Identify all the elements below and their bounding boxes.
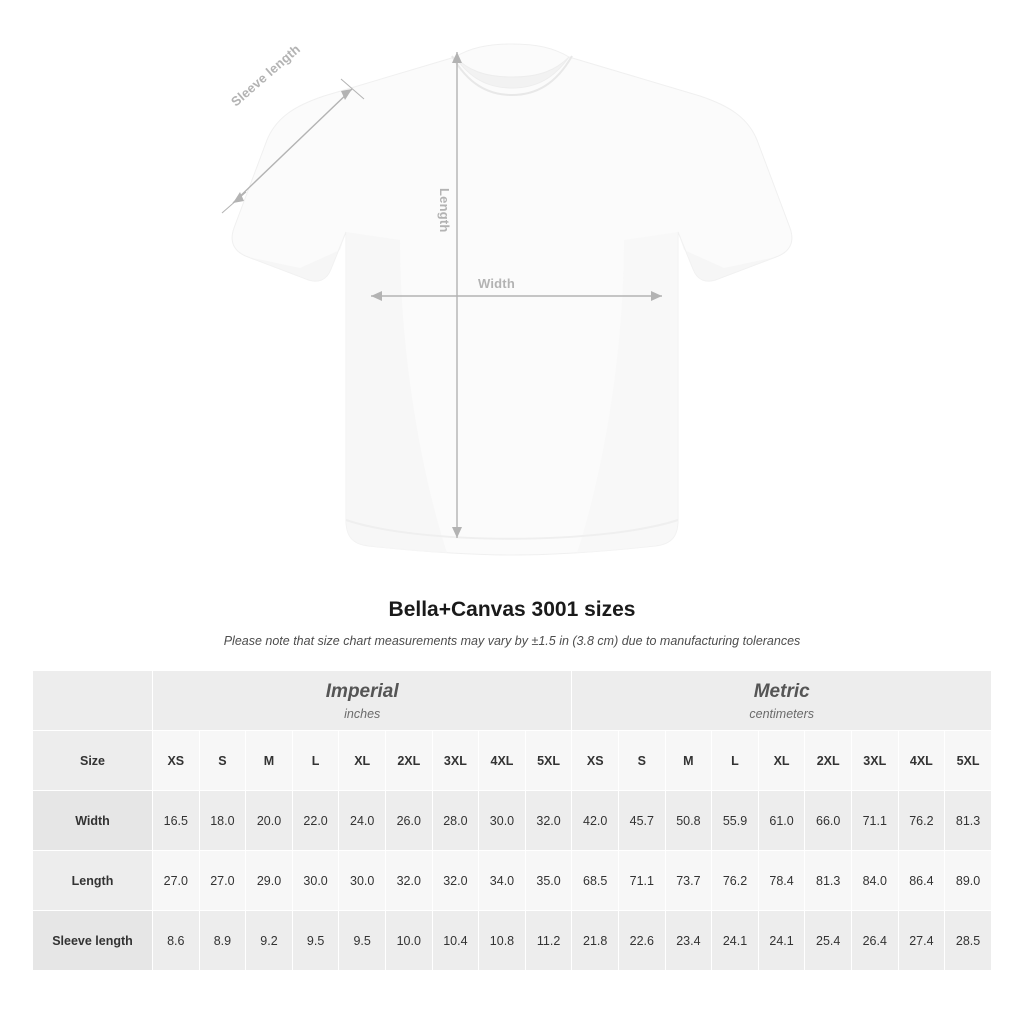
cell: 71.1	[851, 791, 898, 851]
unit-group-metric-name: Metric	[753, 681, 810, 703]
cell: 23.4	[665, 911, 712, 971]
tolerance-note: Please note that size chart measurements may vary by ±1.5 in (3.8 cm) due to manufacturing tolerances	[223, 634, 801, 648]
row-label-length: Length	[33, 851, 153, 911]
size-header-cell: L	[292, 731, 339, 791]
size-header-cell: M	[665, 731, 712, 791]
cell: 10.0	[385, 911, 432, 971]
cell: 32.0	[525, 791, 572, 851]
cell: 29.0	[246, 851, 293, 911]
cell: 61.0	[758, 791, 805, 851]
unit-group-imperial-name: Imperial	[325, 681, 399, 703]
cell: 22.0	[292, 791, 339, 851]
cell: 26.0	[385, 791, 432, 851]
cell: 11.2	[525, 911, 572, 971]
cell: 22.6	[619, 911, 666, 971]
cell: 30.0	[479, 791, 526, 851]
size-header-cell: L	[712, 731, 759, 791]
cell: 81.3	[945, 791, 992, 851]
cell: 27.0	[199, 851, 246, 911]
cell: 50.8	[665, 791, 712, 851]
sleeve-length-label: Sleeve length	[228, 41, 304, 110]
cell: 81.3	[805, 851, 852, 911]
size-header-cell: 2XL	[805, 731, 852, 791]
size-header-cell: 2XL	[385, 731, 432, 791]
cell: 86.4	[898, 851, 945, 911]
width-label: Width	[478, 276, 515, 291]
size-header-cell: S	[619, 731, 666, 791]
cell: 10.4	[432, 911, 479, 971]
cell: 27.4	[898, 911, 945, 971]
cell: 9.5	[292, 911, 339, 971]
size-header-row	[33, 731, 992, 791]
cell: 28.5	[945, 911, 992, 971]
length-label: Length	[437, 188, 452, 233]
size-header-cell: 3XL	[851, 731, 898, 791]
size-header-cell: XS	[153, 731, 200, 791]
size-header-label: Size	[33, 731, 153, 791]
cell: 30.0	[339, 851, 386, 911]
cell: 24.1	[712, 911, 759, 971]
size-chart-table-wrap	[32, 670, 992, 971]
cell: 34.0	[479, 851, 526, 911]
table-corner-cell	[33, 671, 153, 731]
cell: 35.0	[525, 851, 572, 911]
size-header-cell: XL	[758, 731, 805, 791]
cell: 84.0	[851, 851, 898, 911]
tshirt-shape	[232, 44, 792, 555]
cell: 9.5	[339, 911, 386, 971]
cell: 8.9	[199, 911, 246, 971]
cell: 30.0	[292, 851, 339, 911]
table-row	[33, 791, 992, 851]
table-row	[33, 911, 992, 971]
title-block	[0, 598, 1024, 648]
unit-group-metric-sub: centimeters	[749, 706, 814, 721]
size-chart-table	[32, 670, 992, 971]
cell: 27.0	[153, 851, 200, 911]
cell: 55.9	[712, 791, 759, 851]
row-label-width: Width	[33, 791, 153, 851]
unit-group-metric	[572, 671, 992, 731]
cell: 10.8	[479, 911, 526, 971]
size-header-cell: XS	[572, 731, 619, 791]
row-label-sleeve-length: Sleeve length	[33, 911, 153, 971]
cell: 45.7	[619, 791, 666, 851]
size-header-cell: S	[199, 731, 246, 791]
page-title: Bella+Canvas 3001 sizes	[388, 598, 636, 621]
cell: 32.0	[432, 851, 479, 911]
unit-group-row	[33, 671, 992, 731]
cell: 68.5	[572, 851, 619, 911]
cell: 89.0	[945, 851, 992, 911]
size-header-cell: 4XL	[479, 731, 526, 791]
cell: 66.0	[805, 791, 852, 851]
size-header-cell: 3XL	[432, 731, 479, 791]
size-header-cell: XL	[339, 731, 386, 791]
cell: 21.8	[572, 911, 619, 971]
cell: 42.0	[572, 791, 619, 851]
cell: 8.6	[153, 911, 200, 971]
size-header-cell: M	[246, 731, 293, 791]
cell: 20.0	[246, 791, 293, 851]
cell: 73.7	[665, 851, 712, 911]
size-header-cell: 5XL	[525, 731, 572, 791]
cell: 28.0	[432, 791, 479, 851]
cell: 76.2	[898, 791, 945, 851]
cell: 18.0	[199, 791, 246, 851]
cell: 24.1	[758, 911, 805, 971]
table-row	[33, 851, 992, 911]
cell: 25.4	[805, 911, 852, 971]
cell: 76.2	[712, 851, 759, 911]
size-header-cell: 5XL	[945, 731, 992, 791]
cell: 32.0	[385, 851, 432, 911]
cell: 16.5	[153, 791, 200, 851]
unit-group-imperial	[153, 671, 572, 731]
size-header-cell: 4XL	[898, 731, 945, 791]
unit-group-imperial-sub: inches	[344, 706, 381, 721]
cell: 24.0	[339, 791, 386, 851]
cell: 71.1	[619, 851, 666, 911]
cell: 26.4	[851, 911, 898, 971]
cell: 78.4	[758, 851, 805, 911]
cell: 9.2	[246, 911, 293, 971]
